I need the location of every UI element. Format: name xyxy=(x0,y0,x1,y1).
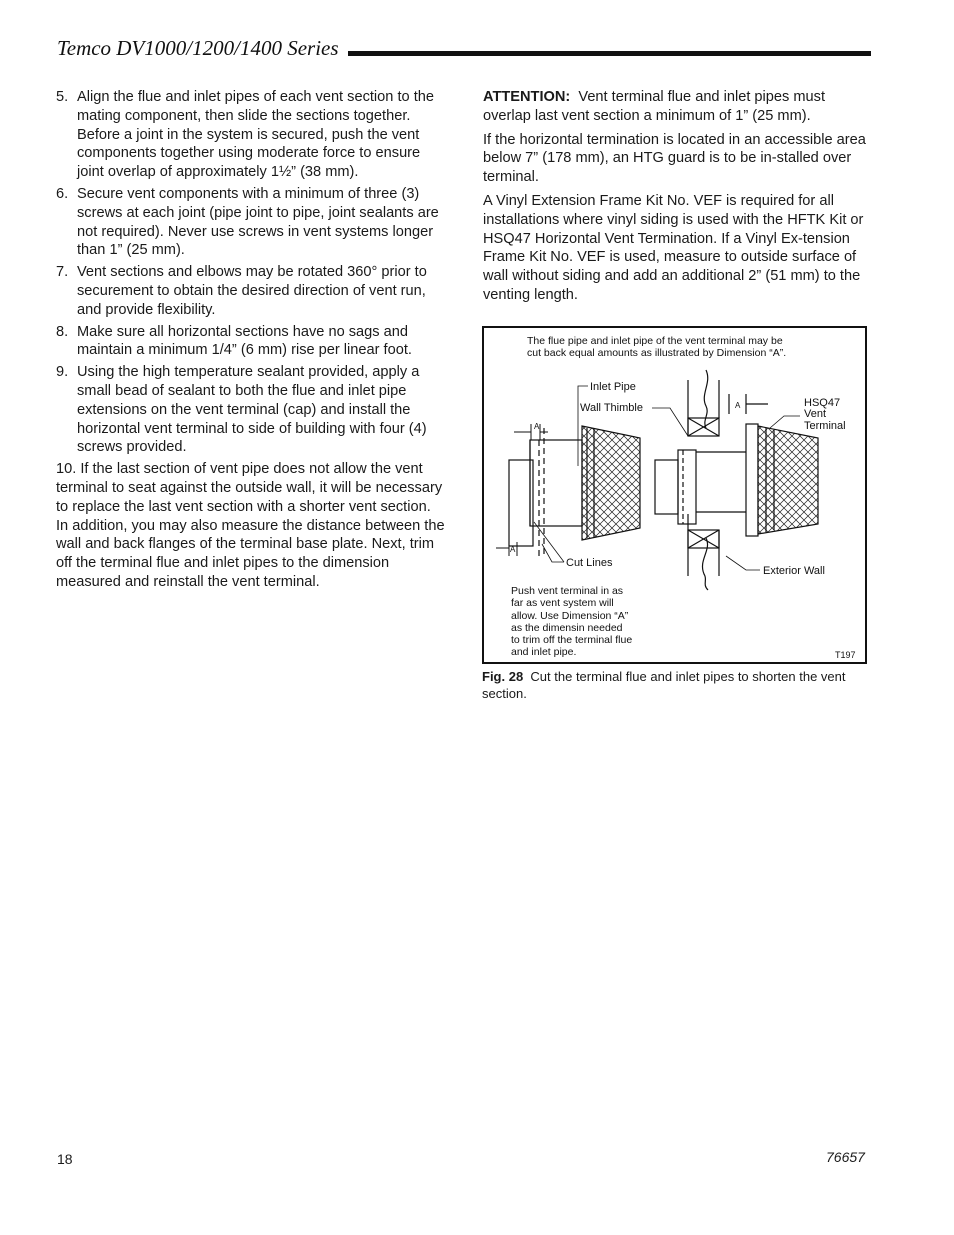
push-note-line-3: allow. Use Dimension “A” xyxy=(511,610,629,622)
diagram-note-line-2: cut back equal amounts as illustrated by Dimension “A”. xyxy=(527,347,787,359)
instruction-steps xyxy=(56,88,446,457)
step-number: 7. xyxy=(56,264,69,281)
wall-thimble-label: Wall Thimble xyxy=(580,402,643,414)
dimension-a-label: A xyxy=(510,545,516,554)
exterior-wall xyxy=(688,370,719,590)
header-rule xyxy=(348,51,871,56)
wall-thimble xyxy=(655,450,746,524)
figure-caption-label: Fig. 28 xyxy=(482,669,524,684)
figure-code: T197 xyxy=(835,650,856,660)
step-text: Vent sections and elbows may be rotated 360° prior to securement to obtain the desired direction of vent run, and provide flexibility. xyxy=(77,264,427,318)
step-7 xyxy=(56,263,446,319)
step-number: 9. xyxy=(56,364,69,381)
push-note-line-2: far as vent system will xyxy=(511,597,614,609)
step-9 xyxy=(56,363,446,457)
step-text: Align the flue and inlet pipes of each vent section to the mating component, then slide the sections together. Before a joint in the system is secured, push the vent components together using moderate force to ensure joint overlap of approximately 1½” (38 mm). xyxy=(77,89,434,181)
figure-28-diagram xyxy=(482,326,867,664)
vent-terminal-diagram xyxy=(484,328,869,666)
document-number: 76657 xyxy=(826,1149,865,1165)
step-number: 6. xyxy=(56,185,69,202)
inlet-pipe-label: Inlet Pipe xyxy=(590,381,636,393)
push-note-line-4: as the dimensin needed xyxy=(511,622,623,634)
hsq47-label-line-3: Terminal xyxy=(804,420,846,432)
vinyl-paragraph: A Vinyl Extension Frame Kit No. VEF is required for all installations where vinyl siding is used with the HFTK Kit or HSQ47 Horizontal Vent Termination. If a Vinyl Ex-tension Frame Kit No. VEF is used, measure to outside surface of wall without siding and add an additional 2” (51 mm) to the venting length. xyxy=(483,192,864,303)
step-text: Make sure all horizontal sections have no sags and maintain a minimum 1/4” (6 mm) rise per linear foot. xyxy=(77,323,412,359)
step-text: Secure vent components with a minimum of three (3) screws at each joint (pipe joint to pipe, joint sealants are not required). Never use screws in vent systems longer than 1” (25 mm). xyxy=(77,185,439,259)
push-note-line-1: Push vent terminal in as xyxy=(511,585,624,597)
step-10: 10. If the last section of vent pipe does not allow the vent terminal to seat against the outside wall, it will be necessary to replace the last vent section with a shorter vent section. In addition, you may also measure the distance between the wall and back flanges of the terminal base plate. Next, trim off the terminal flue and inlet pipes to the dimension measured and reinstall the vent terminal. xyxy=(56,461,445,590)
attention-paragraph xyxy=(483,88,873,126)
guard-paragraph: If the horizontal termination is located in an accessible area below 7” (178 mm), an HTG guard is to be in-stalled over terminal. xyxy=(483,131,866,186)
hsq47-label-line-1: HSQ47 xyxy=(804,397,841,409)
figure-caption xyxy=(482,668,872,702)
push-note-line-6: and inlet pipe. xyxy=(511,646,577,658)
step-text: Using the high temperature sealant provided, apply a small bead of sealant to both the flue and inlet pipe extensions on the vent terminal (cap) and install the horizontal vent terminal to side of building with four (4) screws provided. xyxy=(77,364,427,456)
exterior-wall-label: Exterior Wall xyxy=(763,565,825,577)
cut-lines-label: Cut Lines xyxy=(566,557,613,569)
figure-caption-text: Cut the terminal flue and inlet pipes to shorten the vent section. xyxy=(482,669,846,701)
attention-text: Vent terminal flue and inlet pipes must overlap last vent section a minimum of 1” (25 mm). xyxy=(483,89,826,124)
left-dimension-marks xyxy=(496,424,548,556)
step-8 xyxy=(56,323,446,361)
left-terminal-cap xyxy=(509,426,640,560)
step-number: 5. xyxy=(56,89,69,105)
left-column xyxy=(56,88,446,597)
dimension-a-label: A xyxy=(534,422,540,431)
step-6 xyxy=(56,185,446,260)
dimension-a-label: A xyxy=(735,401,741,410)
hsq47-label-line-2: Vent xyxy=(804,408,827,420)
attention-label: ATTENTION: xyxy=(483,89,571,105)
push-note-line-5: to trim off the terminal flue xyxy=(511,634,633,646)
diagram-note-line-1: The flue pipe and inlet pipe of the vent terminal may be xyxy=(527,335,783,347)
right-column xyxy=(483,88,873,310)
step-number: 8. xyxy=(56,323,69,340)
page-header-title: Temco DV1000/1200/1400 Series xyxy=(57,36,339,60)
step-5 xyxy=(56,88,446,182)
page-number: 18 xyxy=(57,1151,73,1167)
